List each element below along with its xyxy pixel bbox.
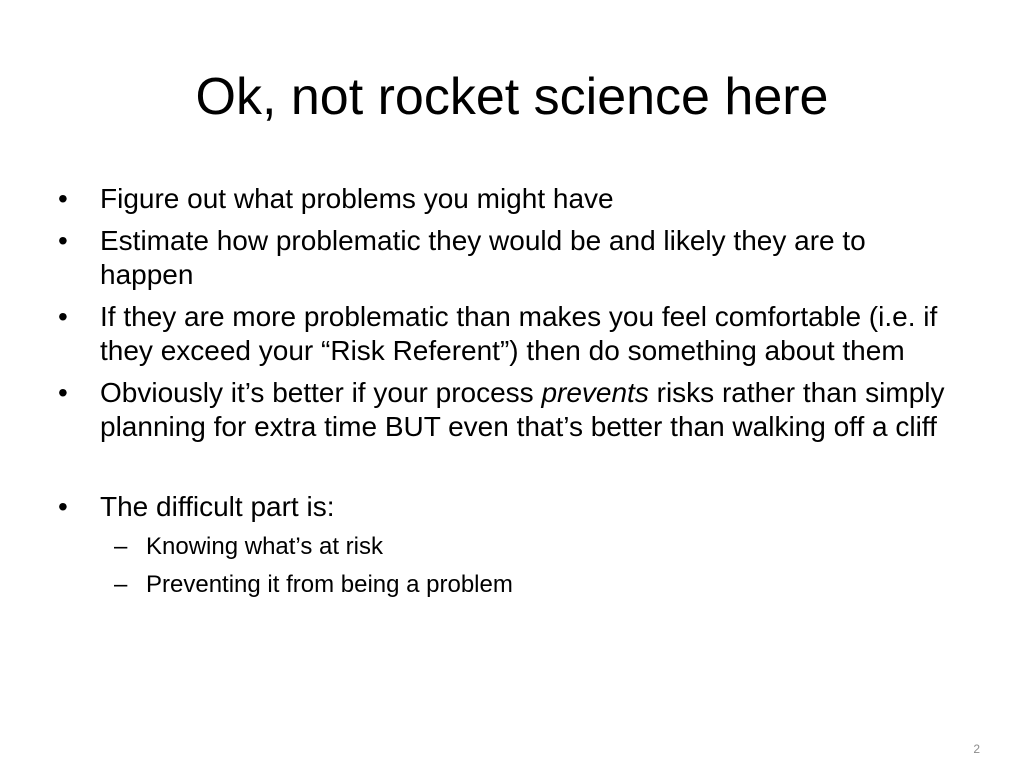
sub-bullet-text: Preventing it from being a problem <box>146 571 513 598</box>
bullet-item <box>56 224 956 292</box>
sub-bullet-marker: – <box>114 571 128 598</box>
bullet-marker: • <box>58 491 68 522</box>
bullet-emphasis: prevents <box>541 377 649 408</box>
sub-bullet-marker: – <box>114 533 128 560</box>
bullet-marker: • <box>58 301 68 332</box>
bullet-item <box>56 182 956 216</box>
bullet-text: Figure out what problems you might have <box>100 183 614 214</box>
bullet-text: The difficult part is: <box>100 491 335 522</box>
slide-content <box>56 182 956 608</box>
bullet-item <box>56 490 956 524</box>
sub-bullet-item <box>56 532 956 562</box>
bullet-item <box>56 300 956 368</box>
slide-title: Ok, not rocket science here <box>195 68 829 126</box>
bullet-marker: • <box>58 183 68 214</box>
bullet-text: Estimate how problematic they would be and likely they are to happen <box>100 225 866 290</box>
page-number: 2 <box>973 742 980 756</box>
sub-bullet-item <box>56 570 956 600</box>
bullet-text-start: Obviously it’s better if your process <box>100 377 542 408</box>
bullet-marker: • <box>58 225 68 256</box>
bullet-marker: • <box>58 377 68 408</box>
bullet-item <box>56 376 956 444</box>
sub-bullet-text: Knowing what’s at risk <box>146 533 383 560</box>
bullet-text-end: risks rather than simply planning for extra time BUT even that’s better than walking off a cliff <box>100 377 945 442</box>
bullet-text: If they are more problematic than makes you feel comfortable (i.e. if they exceed your “Risk Referent”) then do something about them <box>100 301 938 366</box>
